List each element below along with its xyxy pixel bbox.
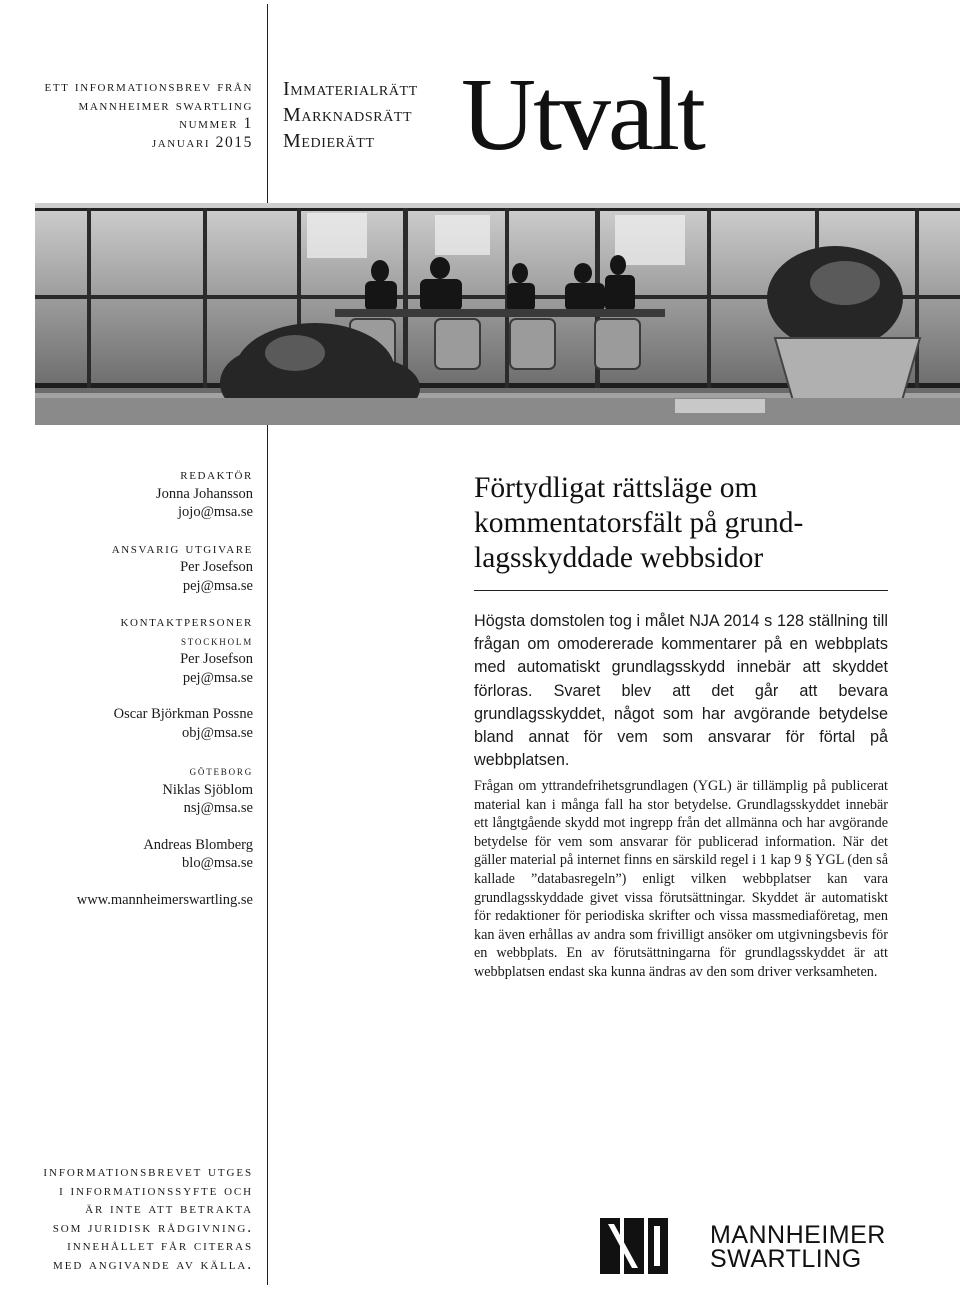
headline-rule: [474, 590, 888, 591]
editor-heading: redaktör: [180, 466, 253, 483]
disclaimer-line: informationsbrevet utges: [43, 1163, 253, 1180]
publisher-email[interactable]: pej@msa.se: [182, 577, 253, 594]
goteborg-heading: göteborg: [189, 763, 253, 778]
disclaimer-line: som juridisk rådgivning.: [52, 1218, 253, 1236]
issue-number: nummer 1: [179, 115, 253, 132]
contact-email[interactable]: nsj@msa.se: [183, 800, 253, 816]
newsletter-info-line: mannheimer swartling: [78, 96, 253, 114]
contact-email[interactable]: pej@msa.se: [182, 669, 253, 686]
logo-text: [710, 1223, 886, 1271]
website-link[interactable]: www.mannheimerswartling.se: [76, 891, 253, 908]
editor-email[interactable]: jojo@msa.se: [178, 504, 253, 520]
stockholm-heading: stockholm: [180, 632, 253, 648]
editor-name: Jonna Johansson: [155, 485, 253, 502]
disclaimer-line: med angivande av källa.: [53, 1255, 253, 1273]
disclaimer: [0, 1163, 253, 1274]
publisher-heading: ansvarig utgivare: [111, 539, 253, 557]
practice-areas: [283, 76, 418, 154]
contacts-heading: kontaktpersoner: [120, 613, 253, 630]
logo-mark-icon: [600, 1218, 668, 1274]
headline-line: kommentatorsfält på grund-: [474, 507, 804, 539]
contact-email[interactable]: obj@msa.se: [182, 724, 253, 741]
article-headline: [474, 471, 894, 576]
disclaimer-line: innehållet får citeras: [67, 1237, 253, 1254]
headline-line: Förtydligat rättsläge om: [474, 472, 758, 504]
contact-name: Niklas Sjöblom: [162, 781, 253, 798]
practice-area: Immaterialrätt: [283, 78, 418, 100]
contact-name: Oscar Björkman Possne: [113, 706, 253, 722]
headline-line: lagsskyddade webbsidor: [474, 542, 764, 574]
contact-name: Per Josefson: [180, 651, 253, 667]
newsletter-info: [0, 78, 253, 152]
article-body: Frågan om yttrandefrihetsgrundlagen (YGL) är tillämplig på publicerat material kan i många fall ha stor betydelse. Grundlagsskyddet innebär ett långtgående skydd mot ingrepp från det allmänna och har avgörande betydelse för vem som ansvarar för publicerad information. När det gäller material på internet finns en särskild regel i 1 kap 9 § YGL (den så kallade ”databasregeln”) enligt vilken webbplatser kan vara grundlagsskyddade givet vissa förutsättningar. Skyddet är automatiskt för redaktioner för periodiska skrifter och vissa massmediaföretag, men kan även erhållas av andra som frivilligt ansöker om utgivningsbevis för en webbplats. En av förutsättningarna för grundlagsskyddet är att webbplatsen endast ska kunna ändras av den som driver verksamheten.: [474, 778, 888, 980]
logo-line: MANNHEIMER: [710, 1221, 886, 1249]
contacts-panel: [0, 466, 253, 909]
article-lead: Högsta domstolen tog i målet NJA 2014 s 128 ställning till frågan om omodererade kommentarer på en webbplats med automatiskt grundlagsskydd innebär att skyddet förloras. Svaret blev att det går att bevara grundlagsskyddet, något som har avgörande betydelse bland annat för vem som ansvarar för förtal på webbplatsen.: [474, 612, 888, 770]
disclaimer-line: är inte att betrakta: [85, 1200, 253, 1217]
practice-area: Medierätt: [283, 130, 375, 152]
practice-area: Marknadsrätt: [283, 104, 413, 126]
newsletter-title: Utvalt: [461, 57, 703, 172]
disclaimer-line: i informationssyfte och: [59, 1181, 253, 1199]
cover-photo: [35, 203, 960, 425]
logo-line: SWARTLING: [710, 1245, 862, 1273]
issue-date: januari 2015: [151, 133, 253, 151]
contact-email[interactable]: blo@msa.se: [182, 855, 253, 871]
publisher-name: Per Josefson: [180, 559, 253, 575]
contact-name: Andreas Blomberg: [143, 836, 253, 853]
newsletter-info-line: ett informationsbrev från: [44, 78, 253, 95]
firm-logo: [600, 1218, 900, 1274]
vertical-divider: [267, 4, 268, 1285]
